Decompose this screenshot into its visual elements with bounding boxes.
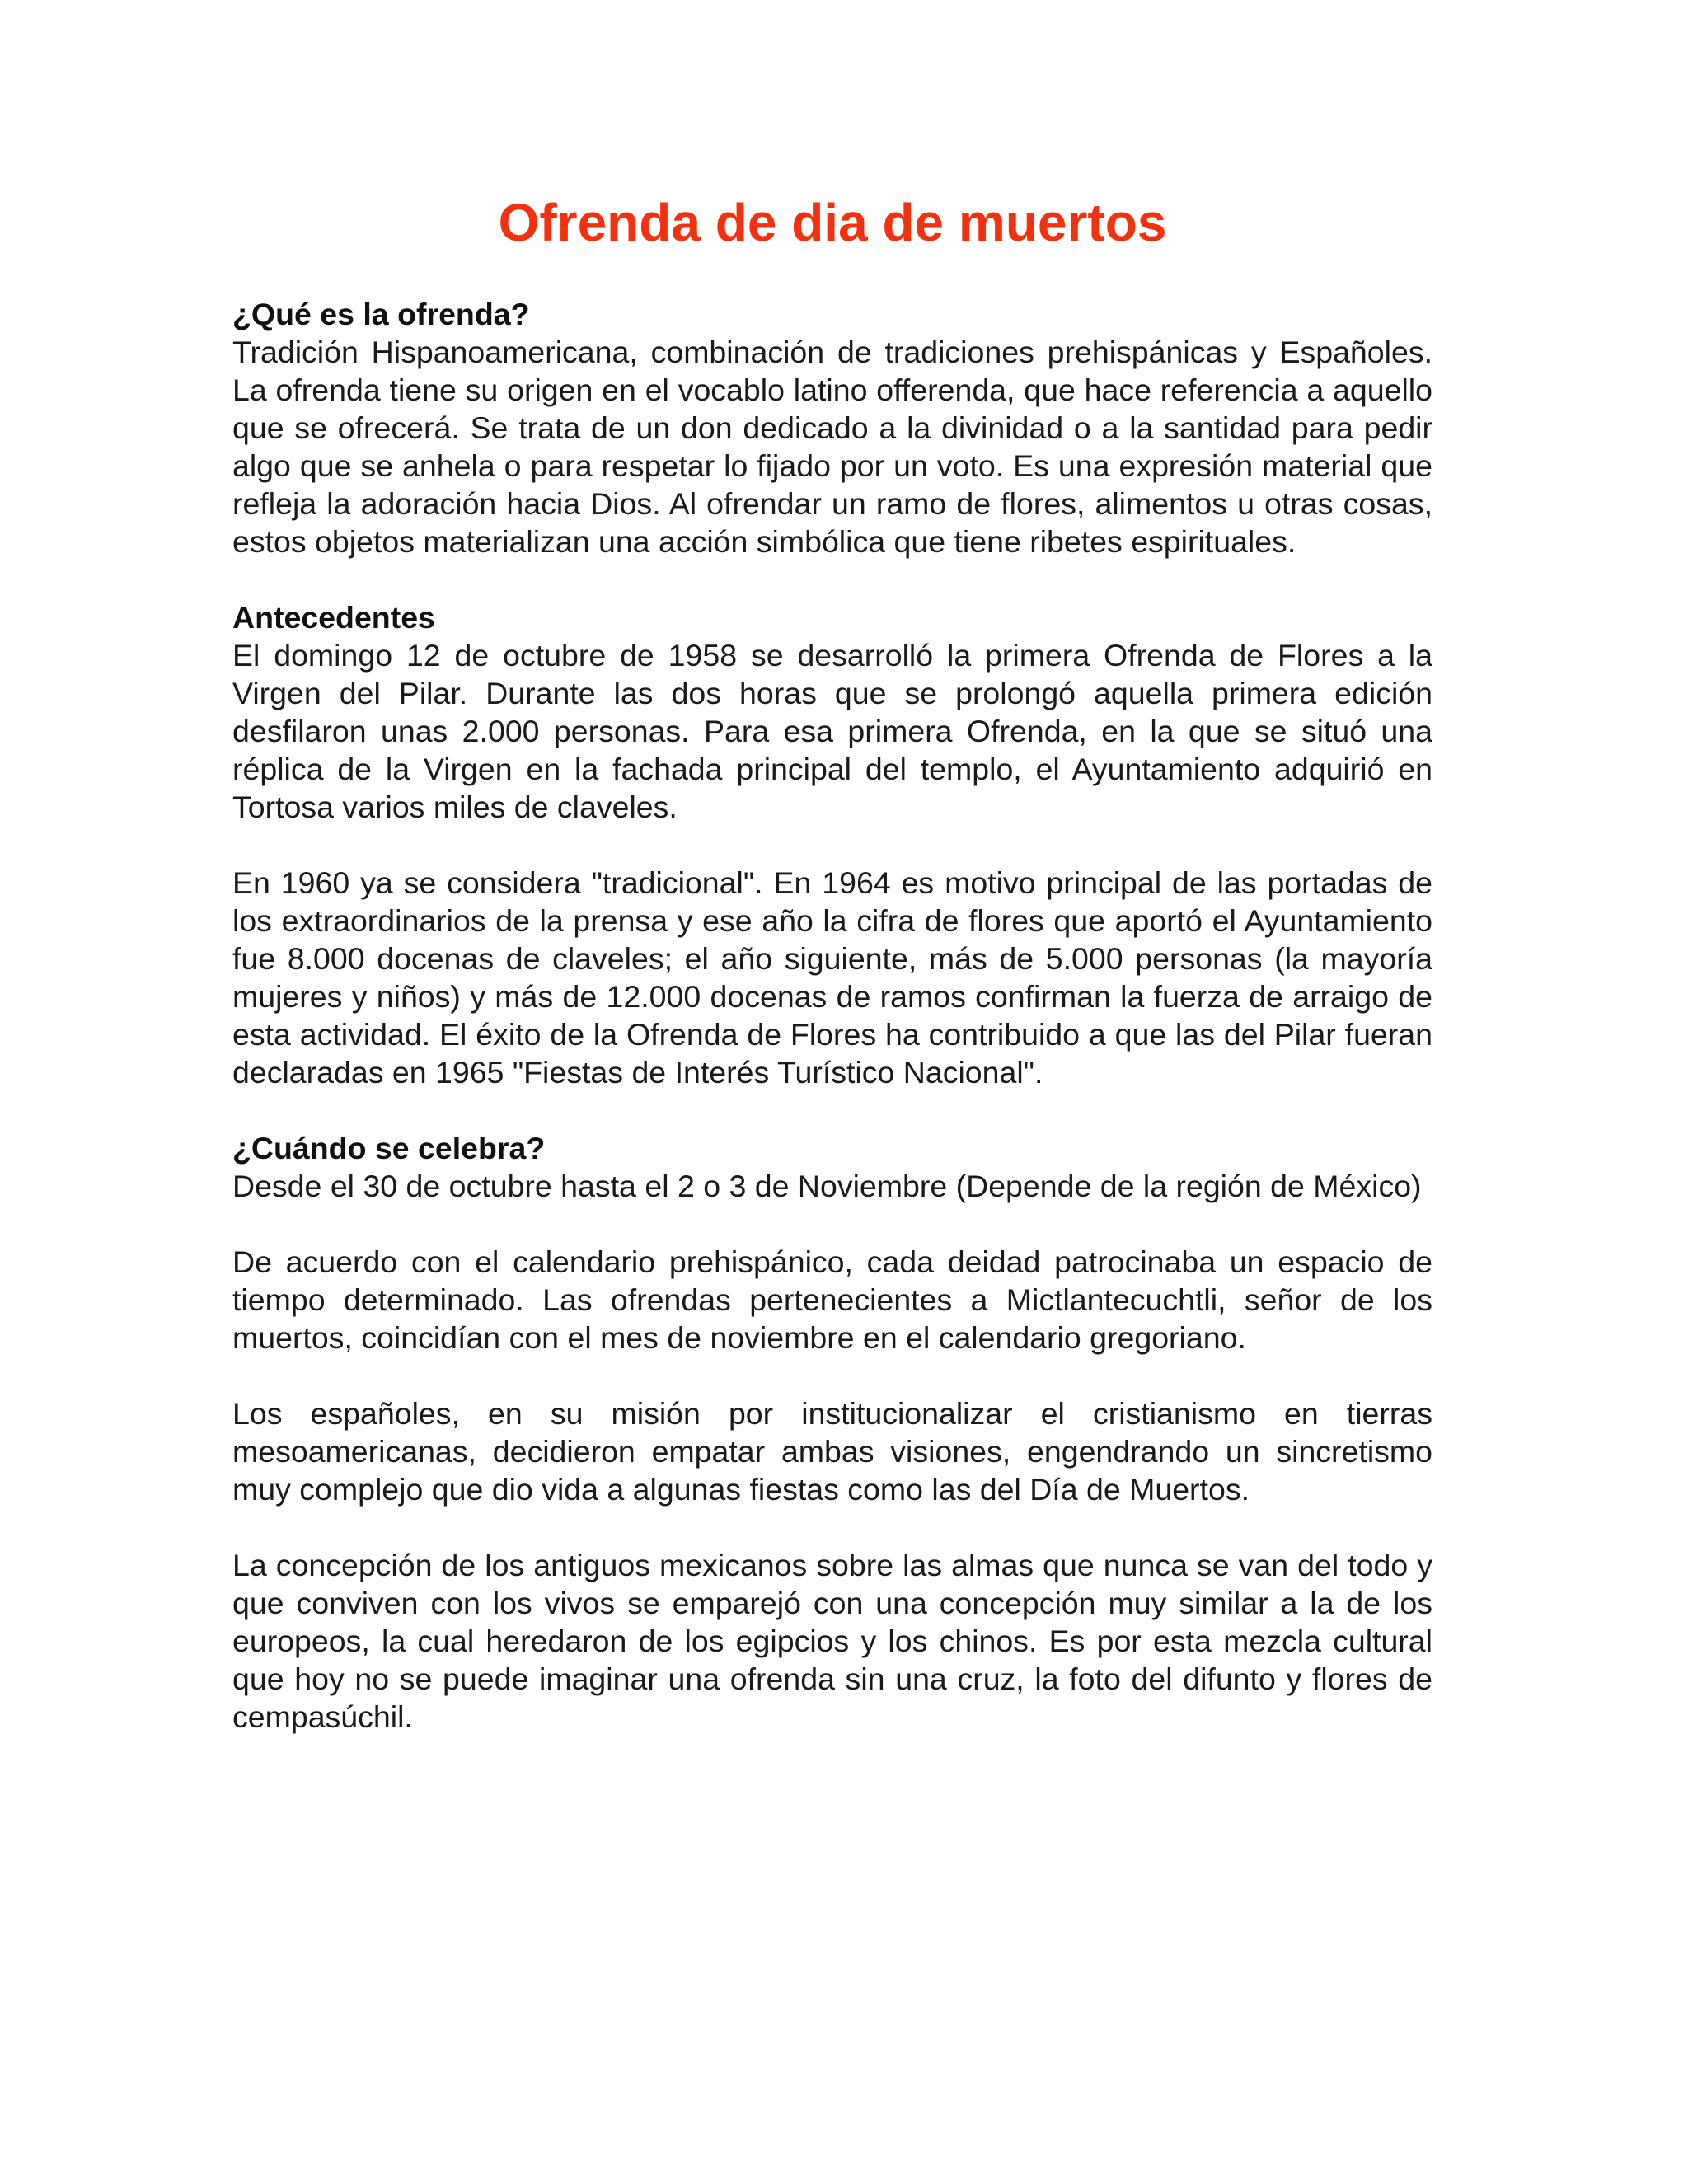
section-que-es-la-ofrenda — [232, 295, 1432, 560]
section-cuando-se-celebra — [232, 1129, 1432, 1736]
paragraph: La concepción de los antiguos mexicanos sobre las almas que nunca se van del todo y que conviven con los vivos se emparejó con una concepción muy similar a la de los europeos, la cual heredaron de los egipcios y los chinos. Es por esta mezcla cultural que hoy no se puede imaginar una ofrenda sin una cruz, la foto del difunto y flores de cempasúchil. — [232, 1548, 1432, 1734]
section-heading: Antecedentes — [232, 600, 435, 635]
section-heading: ¿Qué es la ofrenda? — [232, 297, 530, 331]
paragraph: El domingo 12 de octubre de 1958 se desarrolló la primera Ofrenda de Flores a la Virgen del Pilar. Durante las dos horas que se prolongó aquella primera edición desfilaron unas 2.000 personas. Para esa primera Ofrenda, en la que se situó una réplica de la Virgen en la fachada principal del templo, el Ayuntamiento adquirió en Tortosa varios miles de claveles. — [232, 638, 1432, 824]
paragraph: Los españoles, en su misión por institucionalizar el cristianismo en tierras mesoamericanas, decidieron empatar ambas visiones, engendrando un sincretismo muy complejo que dio vida a algunas fiestas como las del Día de Muertos. — [232, 1396, 1432, 1507]
document-title: Ofrenda de dia de muertos — [498, 193, 1167, 252]
paragraph: De acuerdo con el calendario prehispánico, cada deidad patrocinaba un espacio de tiempo determinado. Las ofrendas pertenecientes a Mictlantecuchtli, señor de los muertos, coincidían con el mes de noviembre en el calendario gregoriano. — [232, 1244, 1432, 1355]
section-heading: ¿Cuándo se celebra? — [232, 1131, 546, 1165]
section-antecedentes — [232, 598, 1432, 1091]
document-body — [232, 295, 1432, 1736]
document-page — [232, 0, 1432, 1736]
paragraph: Desde el 30 de octubre hasta el 2 o 3 de Noviembre (Depende de la región de México) — [232, 1169, 1422, 1203]
paragraph: En 1960 ya se considera "tradicional". En 1964 es motivo principal de las portadas de los extraordinarios de la prensa y ese año la cifra de flores que aportó el Ayuntamiento fue 8.000 docenas de claveles; el año siguiente, más de 5.000 personas (la mayoría mujeres y niños) y más de 12.000 docenas de ramos confirman la fuerza de arraigo de esta actividad. El éxito de la Ofrenda de Flores ha contribuido a que las del Pilar fueran declaradas en 1965 "Fiestas de Interés Turístico Nacional". — [232, 865, 1432, 1090]
paragraph: Tradición Hispanoamericana, combinación de tradiciones prehispánicas y Españoles. La ofrenda tiene su origen en el vocablo latino offerenda, que hace referencia a aquello que se ofrecerá. Se trata de un don dedicado a la divinidad o a la santidad para pedir algo que se anhela o para respetar lo fijado por un voto. Es una expresión material que refleja la adoración hacia Dios. Al ofrendar un ramo de flores, alimentos u otras cosas, estos objetos materializan una acción simbólica que tiene ribetes espirituales. — [232, 335, 1432, 559]
